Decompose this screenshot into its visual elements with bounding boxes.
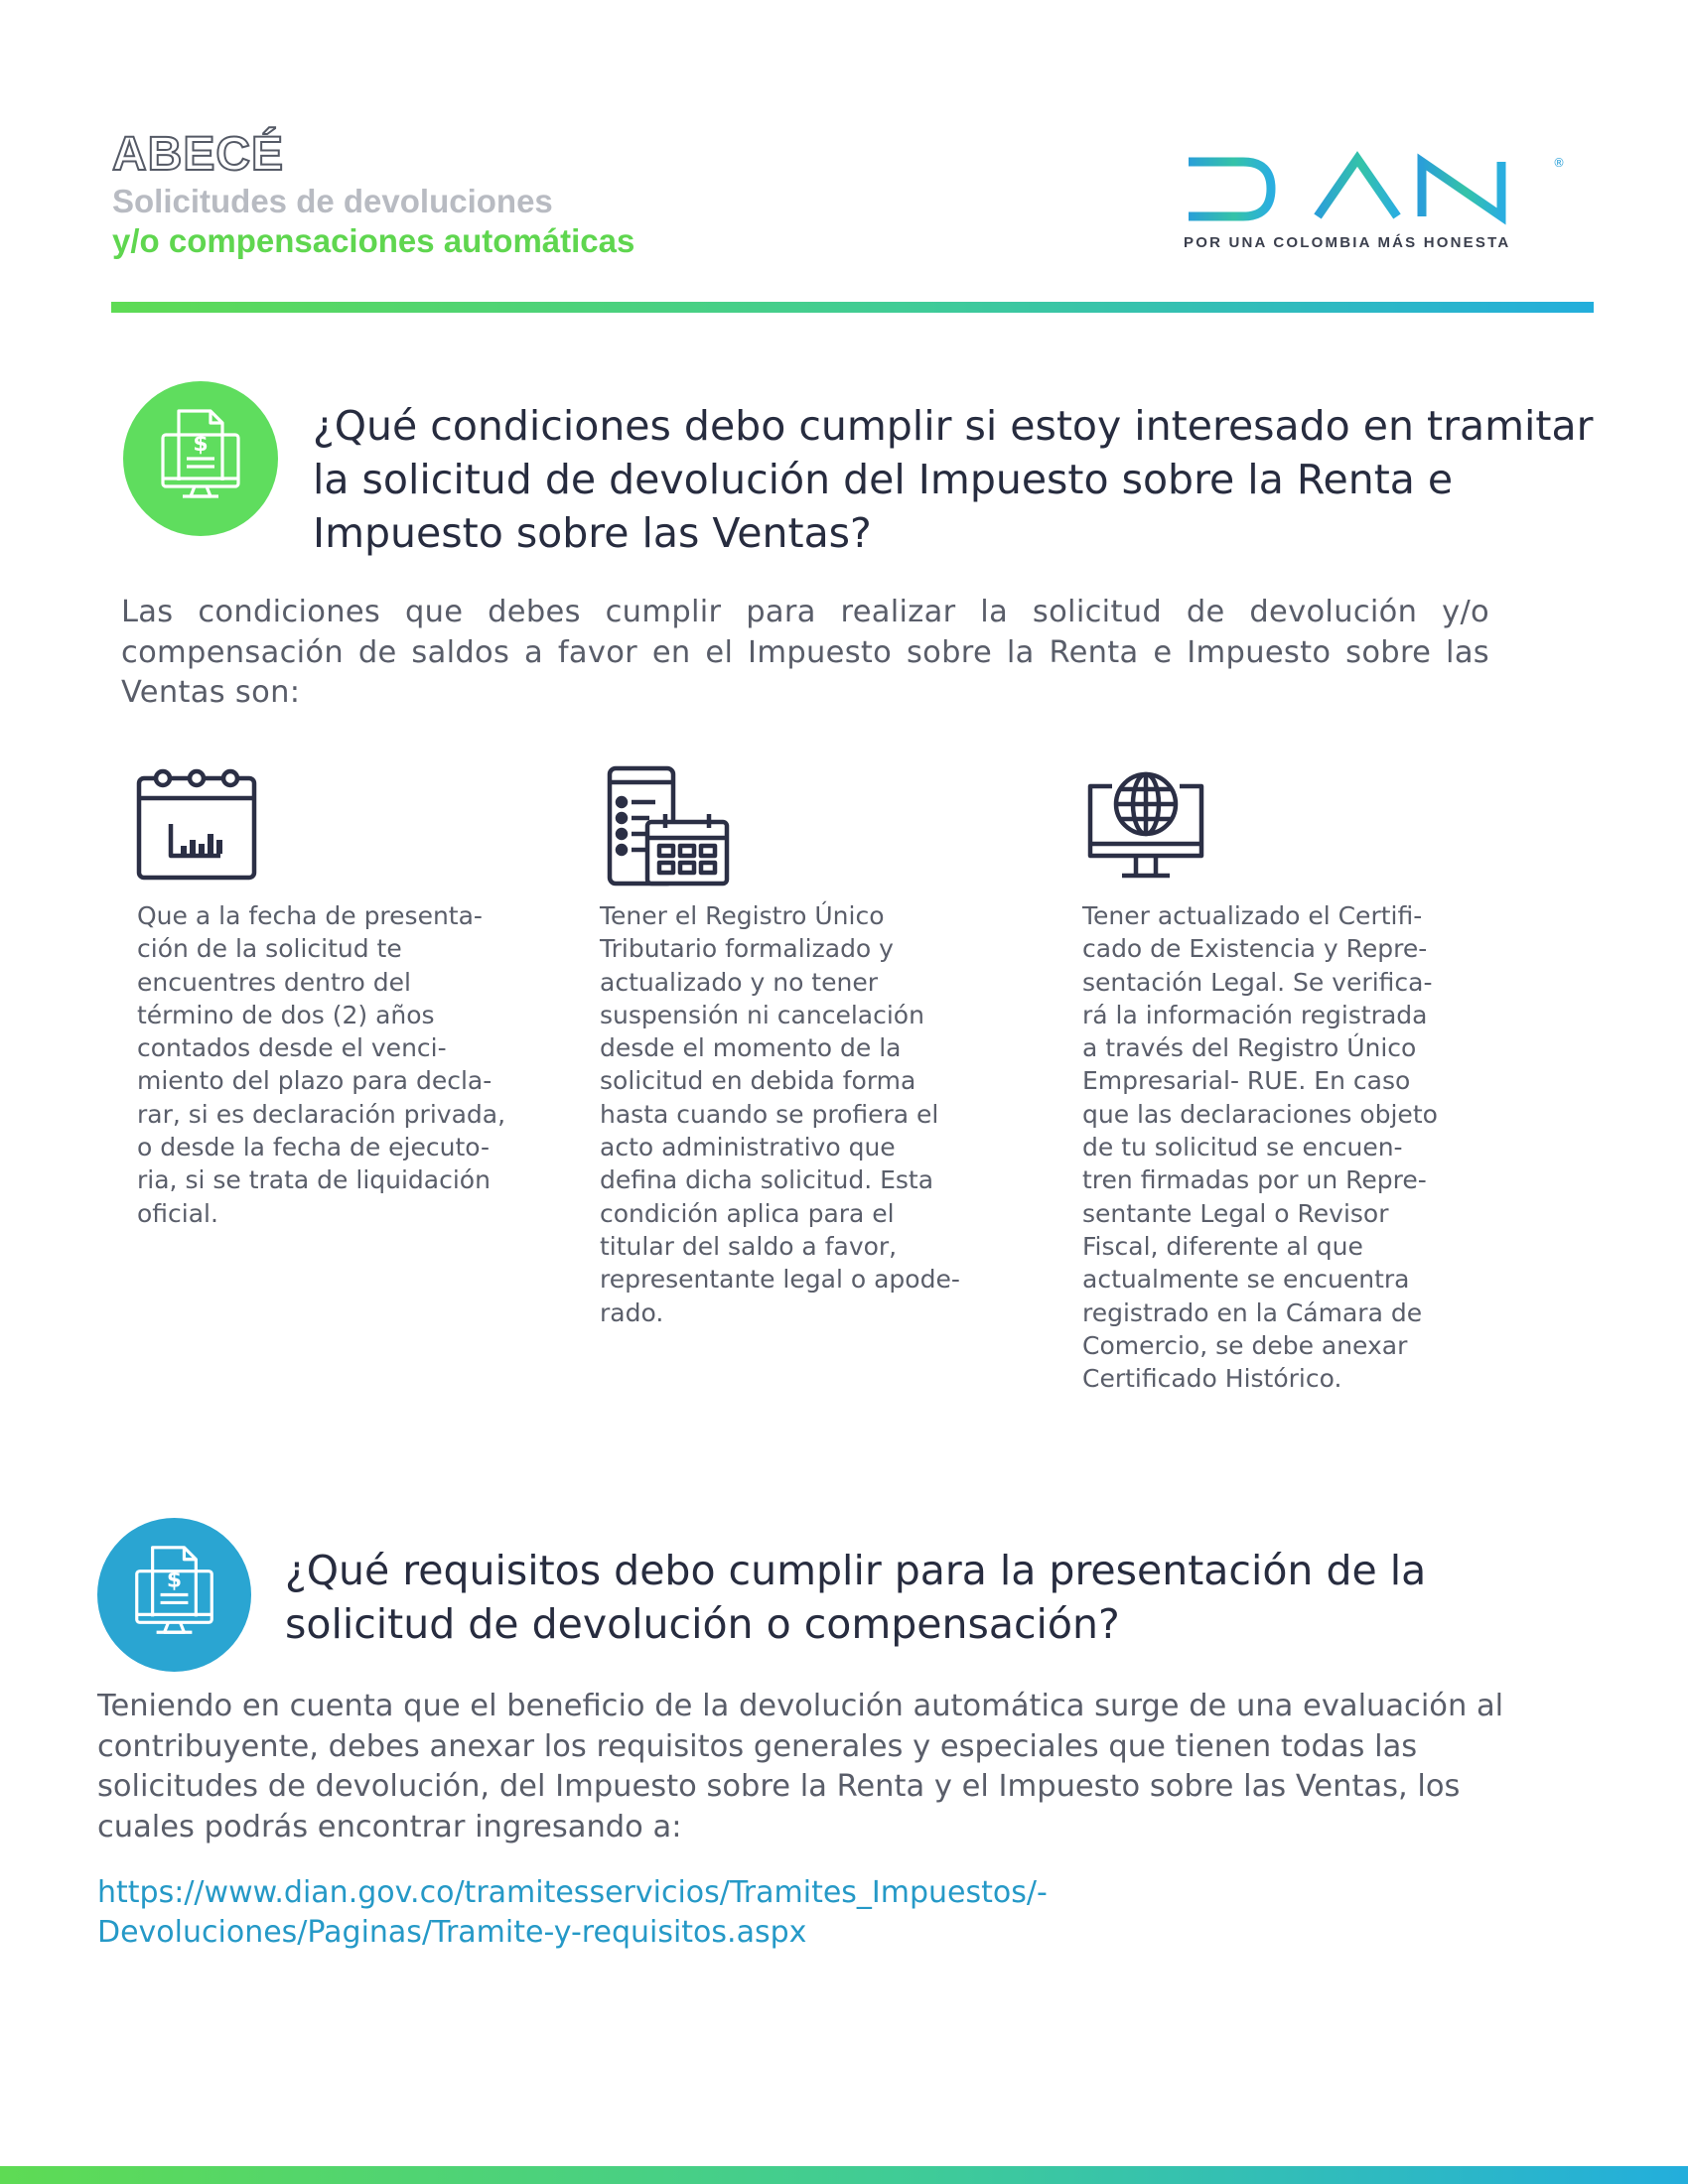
condition-3-text: Tener actualizado el Certifi- cado de Existencia y Repre- sentación Legal. Se verifica- rá la información registrada a través del Registro Único Empresarial- RUE. En caso que las declaraciones objeto de tu solicitud se encuen- tren firmadas por un Repre- sentante Legal o Revisor Fiscal, diferente al que actualmente se encuentra registrado en la Cámara de Comercio, se debe anexar Certificado Histórico. <box>1082 901 1438 1394</box>
monitor-invoice-dollar-icon <box>123 381 278 536</box>
header-subtitle-line2: y/o compensaciones automáticas <box>112 222 635 259</box>
header-divider <box>111 302 1594 313</box>
phone-checklist-calendar-icon <box>606 764 733 891</box>
condition-2-text: Tener el Registro Único Tributario formalizado y actualizado y no tener suspensión ni cancelación desde el momento de la solicitud en debida forma hasta cuando se profiera el acto administrativo que defina dicha solicitud. Esta condición aplica para el titular del saldo a favor, representante legal o apode- rado. <box>600 901 960 1327</box>
section1-intro: Las condiciones que debes cumplir para realizar la solicitud de devolución y/o compensación de saldos a favor en el Impuesto sobre la Renta e Impuesto sobre las Ventas son: <box>121 595 1489 710</box>
monitor-invoice-dollar-icon <box>97 1518 251 1672</box>
section2-intro: Teniendo en cuenta que el beneficio de la devolución automática surge de una evaluación al contribuyente, debes anexar los requisitos generales y especiales que tienen todas las solicitudes de devolución, del Impuesto sobre la Renta y el Impuesto sobre las Ventas, los cuales podrás encontrar ingresando a: <box>97 1689 1504 1844</box>
section2-title: ¿Qué requisitos debo cumplir para la presentación de la solicitud de devolución o compensación? <box>285 1547 1427 1648</box>
condition-1-text: Que a la fecha de presenta- ción de la solicitud te encuentres dentro del término de dos (2) años contados desde el venci- miento del plazo para decla- rar, si es declaración privada, o desde la fecha de ejecuto- ria, si se trata de liquidación oficial. <box>137 901 506 1228</box>
svg-text:$: $ <box>166 1568 183 1593</box>
requirements-link[interactable]: https://www.dian.gov.co/tramitesservicios/Tramites_Impuestos/- Devoluciones/Paginas/Tramite-y-requisitos.aspx <box>97 1875 1048 1950</box>
dian-logo-mark <box>1184 149 1571 228</box>
section1-title: ¿Qué condiciones debo cumplir si estoy interesado en tramitar la solicitud de devolución del Impuesto sobre la Renta e Impuesto sobre las Ventas? <box>313 402 1594 557</box>
calendar-chart-icon <box>135 764 262 891</box>
header-subtitle-line1: Solicitudes de devoluciones <box>112 183 553 219</box>
monitor-globe-icon <box>1082 764 1209 891</box>
section1-icon-circle <box>123 381 278 536</box>
logo-registered-mark: ® <box>1553 156 1565 170</box>
section2-icon-circle <box>97 1518 251 1672</box>
footer-bar <box>0 2166 1688 2184</box>
header-abece: ABECÉ <box>112 128 285 181</box>
logo-tagline: POR UNA COLOMBIA MÁS HONESTA <box>1184 234 1511 251</box>
svg-text:$: $ <box>193 432 209 457</box>
